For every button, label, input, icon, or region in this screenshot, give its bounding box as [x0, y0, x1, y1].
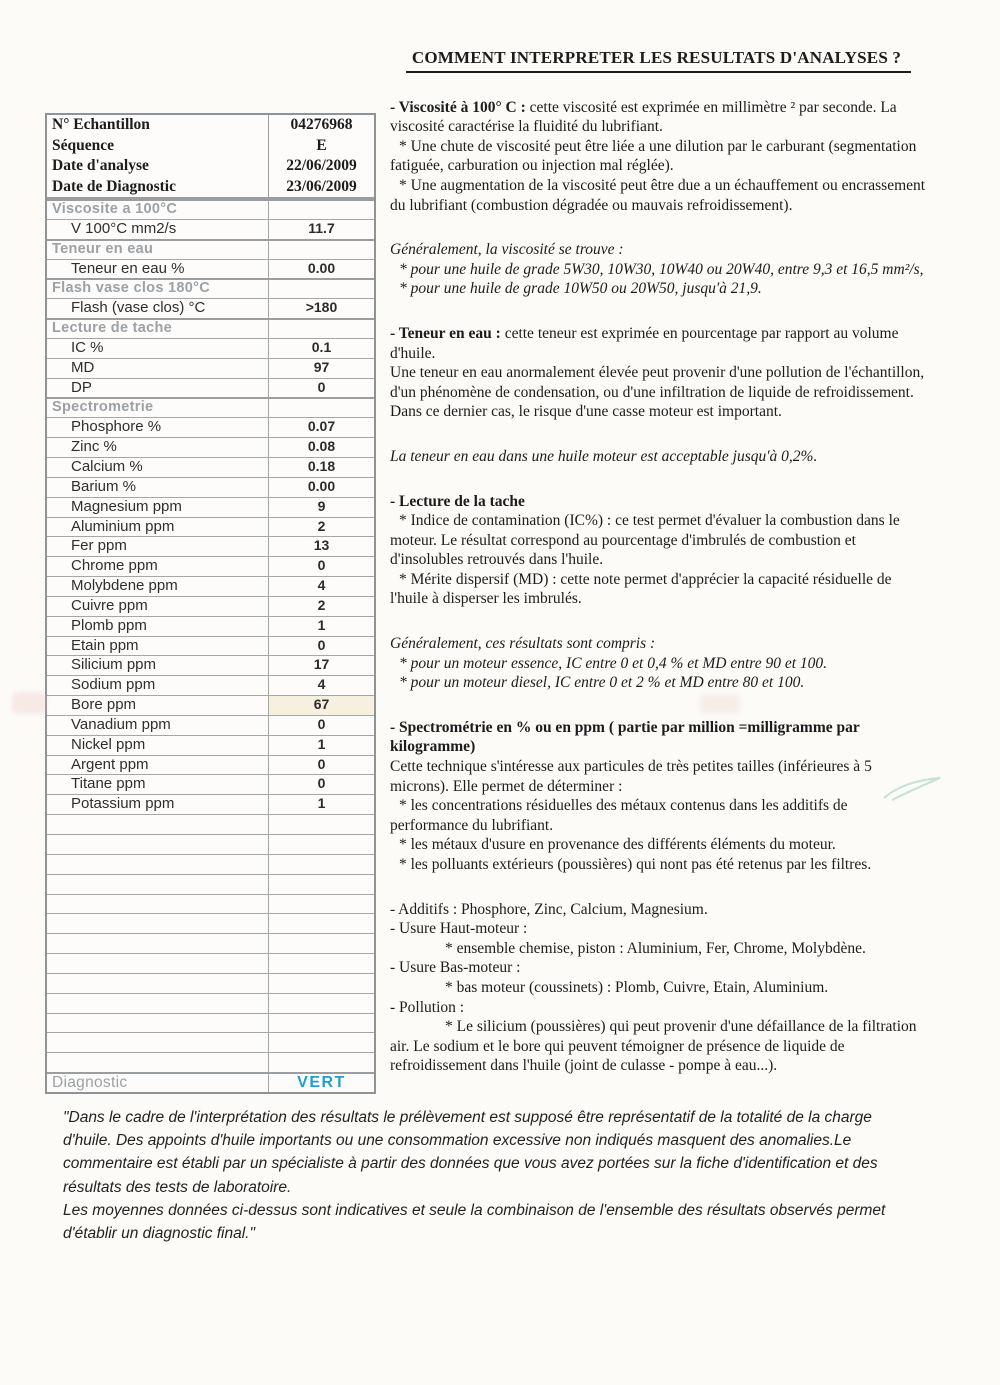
data-value: 0	[317, 715, 326, 732]
empty-label	[47, 994, 269, 1013]
table-row-data	[47, 715, 374, 735]
data-label: Barium %	[47, 478, 269, 497]
table-row-data	[47, 576, 374, 596]
data-value: 4	[317, 577, 326, 594]
data-label: Potassium ppm	[47, 795, 269, 814]
data-label: Magnesium ppm	[47, 498, 269, 517]
body-text: - Usure Bas-moteur :	[390, 959, 521, 977]
body-text: * pour un moteur essence, IC entre 0 et 0,4 % et MD entre 90 et 100.	[399, 654, 828, 672]
info-value: 23/06/2009	[286, 177, 357, 195]
data-value: 4	[317, 676, 326, 693]
table-row-data	[47, 338, 374, 358]
body-text: * les polluants extérieurs (poussières) qui nont pas été retenus par les filtres.	[399, 856, 872, 873]
table-row-empty	[47, 894, 374, 914]
table-row-data	[47, 517, 374, 537]
table-row-data	[47, 755, 374, 775]
body-text: - Additifs : Phosphore, Zinc, Calcium, Magnesium.	[390, 900, 708, 918]
data-value: 0.1	[311, 338, 332, 355]
section-label: Lecture de tache	[47, 320, 269, 338]
table-row-data	[47, 556, 374, 576]
text-line	[390, 673, 927, 693]
data-value: 11.7	[308, 219, 335, 236]
table-row-data	[47, 636, 374, 656]
table-row-empty	[47, 814, 374, 834]
table-row-data	[47, 437, 374, 457]
data-value: 0.00	[307, 259, 336, 276]
table-row-data	[47, 378, 374, 398]
interpretation-block	[390, 324, 927, 422]
data-value: 9	[317, 497, 326, 514]
data-value: 1	[317, 795, 326, 812]
table-row-section	[47, 239, 374, 259]
text-line	[390, 757, 927, 796]
body-text: Généralement, ces résultats sont compris :	[390, 635, 656, 653]
body-text: * ensemble chemise, piston : Aluminium, Fer, Chrome, Molybdène.	[445, 939, 866, 957]
empty-value	[269, 934, 374, 953]
data-label: Sodium ppm	[47, 676, 269, 695]
table-row-data	[47, 655, 374, 675]
table-row-data	[47, 774, 374, 794]
interpretation-block	[390, 900, 927, 1076]
text-line	[390, 978, 927, 998]
data-value: 0.00	[307, 477, 336, 494]
body-text: - Usure Haut-moteur :	[390, 920, 528, 938]
info-value: 04276968	[290, 116, 353, 133]
empty-label	[47, 1033, 269, 1052]
data-value: 0.07	[307, 418, 336, 435]
text-line	[390, 363, 927, 422]
data-label: Teneur en eau %	[47, 260, 269, 279]
footer-paragraph: Les moyennes données ci-dessus sont indicatives et seule la combinaison de l'ensemble des résultats observés permet d'établir un diagnostic final."	[63, 1201, 886, 1243]
text-line	[390, 796, 927, 835]
body-text: * les métaux d'usure en provenance des différents éléments du moteur.	[399, 836, 836, 854]
table-row-data	[47, 219, 374, 239]
interpretation-column	[390, 48, 927, 1076]
info-label: Date de Diagnostic	[52, 177, 176, 195]
analysis-results-table	[45, 113, 376, 1094]
data-label: Etain ppm	[47, 637, 269, 656]
data-label: Vanadium ppm	[47, 716, 269, 735]
text-line	[390, 324, 927, 363]
table-row-empty	[47, 874, 374, 894]
table-row-section	[47, 199, 374, 219]
table-row-data	[47, 616, 374, 636]
data-value: 0	[317, 378, 326, 395]
text-line	[390, 447, 927, 467]
data-value: 0	[317, 636, 326, 653]
data-value: 0	[317, 775, 326, 792]
data-value: >180	[305, 299, 338, 316]
section-value	[269, 201, 374, 219]
data-value: 2	[317, 517, 326, 534]
empty-label	[47, 815, 269, 834]
empty-value	[269, 994, 374, 1013]
bold-text: - Lecture de la tache	[390, 492, 525, 510]
text-line	[390, 137, 927, 176]
interpretation-block	[390, 492, 927, 610]
text-line	[390, 260, 927, 280]
interpretation-block	[390, 240, 927, 299]
table-row-data	[47, 675, 374, 695]
text-line	[390, 492, 927, 512]
table-row-empty	[47, 1032, 374, 1052]
data-label: Phosphore %	[47, 418, 269, 437]
table-row-empty	[47, 834, 374, 854]
data-label: IC %	[47, 339, 269, 358]
table-row-data	[47, 695, 374, 715]
interpretation-blocks	[390, 98, 927, 1076]
data-value: 17	[313, 656, 330, 673]
empty-value	[269, 855, 374, 874]
data-label: Plomb ppm	[47, 617, 269, 636]
table-row-data	[47, 457, 374, 477]
table-row-data	[47, 477, 374, 497]
data-label: DP	[47, 379, 269, 398]
text-line	[390, 98, 927, 137]
data-label: Chrome ppm	[47, 557, 269, 576]
body-text: * les concentrations résiduelles des métaux contenus dans les additifs de performance du lubrifiant.	[390, 797, 848, 834]
table-row-section	[47, 397, 374, 417]
data-value: 97	[313, 358, 330, 375]
body-text: * pour une huile de grade 5W30, 10W30, 10W40 ou 20W40, entre 9,3 et 16,5 mm²/s,	[399, 260, 924, 278]
body-text: Cette technique s'intéresse aux particules de très petites tailles (inférieures à 5 microns). Elle permet de déterminer :	[390, 758, 872, 795]
section-value	[269, 241, 374, 259]
data-label: Aluminium ppm	[47, 518, 269, 537]
empty-value	[269, 895, 374, 914]
section-label: Spectrometrie	[47, 399, 269, 417]
info-value: E	[316, 136, 327, 154]
text-line	[390, 634, 927, 654]
text-line	[390, 919, 927, 939]
info-label: Séquence	[52, 136, 114, 154]
empty-label	[47, 855, 269, 874]
empty-label	[47, 974, 269, 993]
body-text: * pour un moteur diesel, IC entre 0 et 2 % et MD entre 80 et 100.	[399, 674, 805, 692]
interpretation-block	[390, 447, 927, 467]
data-value: 0.18	[307, 457, 336, 474]
pen-squiggle-mark	[878, 768, 950, 812]
margin-smudge	[12, 692, 46, 714]
empty-value	[269, 1014, 374, 1033]
empty-label	[47, 835, 269, 854]
page-title: COMMENT INTERPRETER LES RESULTATS D'ANALYSES ?	[406, 48, 911, 73]
body-text: Une teneur en eau anormalement élevée peut provenir d'une pollution de l'échantillon, d'un phénomène de condensation, ou d'une infiltration de liquide de refroidissement. Dans ce dernier cas, le risque d'une casse moteur est important.	[390, 364, 925, 421]
data-value: 1	[317, 735, 326, 752]
data-label: Cuivre ppm	[47, 597, 269, 616]
body-text: La teneur en eau dans une huile moteur est acceptable jusqu'à 0,2%.	[390, 447, 818, 465]
interpretation-block	[390, 634, 927, 693]
table-row-empty	[47, 953, 374, 973]
text-line	[390, 958, 927, 978]
section-label: Teneur en eau	[47, 241, 269, 259]
data-label: MD	[47, 359, 269, 378]
bold-text: - Teneur en eau :	[390, 324, 505, 342]
empty-label	[47, 954, 269, 973]
data-label: Molybdene ppm	[47, 577, 269, 596]
sample-info-values	[269, 115, 374, 197]
data-label: Titane ppm	[47, 775, 269, 794]
text-line	[390, 654, 927, 674]
sample-info-labels	[47, 115, 269, 197]
text-line	[390, 939, 927, 959]
data-value: 13	[313, 537, 330, 554]
empty-value	[269, 1033, 374, 1052]
text-line	[390, 279, 927, 299]
table-row-data	[47, 794, 374, 814]
info-value: 22/06/2009	[286, 157, 357, 174]
data-label: Bore ppm	[47, 696, 269, 715]
body-text: cette teneur est exprimée en pourcentage par rapport au volume d'huile.	[390, 324, 899, 362]
data-value: 1	[317, 616, 326, 633]
table-row-data	[47, 596, 374, 616]
table-row-data	[47, 735, 374, 755]
empty-label	[47, 1014, 269, 1033]
section-value	[269, 280, 374, 298]
footer-paragraph: "Dans le cadre de l'interprétation des résultats le prélèvement est supposé être représentatif de la totalité de la charge d'huile. Des appoints d'huile importants ou une consommation excessive non indiqués masquent des anomalies.Le commentaire est établi par un spécialiste à partir des données que vous avez portées sur la fiche d'identification et des résultats des tests de laboratoire.	[63, 1109, 878, 1196]
text-line	[390, 998, 927, 1018]
section-label: Flash vase clos 180°C	[47, 280, 269, 298]
sample-info-block	[47, 115, 374, 199]
diagnostic-label: Diagnostic	[47, 1074, 269, 1092]
empty-label	[47, 875, 269, 894]
data-value: 2	[317, 596, 326, 613]
empty-label	[47, 914, 269, 933]
data-label: Nickel ppm	[47, 736, 269, 755]
data-label: Fer ppm	[47, 537, 269, 556]
data-value: 0	[317, 557, 326, 574]
table-row-data	[47, 417, 374, 437]
body-text: * Une augmentation de la viscosité peut être due a un échauffement ou encrassement du lubrifiant (combustion dégradée ou mauvais refroidissement).	[390, 176, 926, 214]
empty-label	[47, 1053, 269, 1072]
table-row-empty	[47, 933, 374, 953]
data-label: Argent ppm	[47, 756, 269, 775]
info-label: Date d'analyse	[52, 157, 149, 174]
table-row-section	[47, 318, 374, 338]
empty-value	[269, 835, 374, 854]
info-label: N° Echantillon	[52, 116, 150, 133]
section-label: Viscosite a 100°C	[47, 201, 269, 219]
table-row-empty	[47, 854, 374, 874]
body-text: cette viscosité est exprimée en millimètre ² par seconde. La viscosité caractérise la fluidité du lubrifiant.	[390, 98, 897, 136]
table-row-data	[47, 536, 374, 556]
bold-text: - Viscosité à 100° C :	[390, 98, 530, 116]
body-text: * bas moteur (coussinets) : Plomb, Cuivre, Etain, Aluminium.	[445, 978, 829, 996]
data-value: 0	[317, 755, 326, 772]
section-value	[269, 399, 374, 417]
table-row-empty	[47, 973, 374, 993]
empty-value	[269, 875, 374, 894]
body-text: * Mérite dispersif (MD) : cette note permet d'apprécier la capacité résiduelle de l'huile à disperser les imbrulés.	[390, 570, 892, 608]
footer-disclaimer	[63, 1106, 913, 1245]
empty-value	[269, 954, 374, 973]
text-line	[390, 176, 927, 215]
text-line	[390, 1017, 927, 1076]
interpretation-block	[390, 98, 927, 216]
text-line	[390, 240, 927, 260]
body-text: * Le silicium (poussières) qui peut provenir d'une défaillance de la filtration air. Le sodium et le bore qui peuvent témoigner de présence de liquide de refroidissement dans l'huile (joint de culasse - pompe à eau...).	[390, 1018, 917, 1075]
table-row-empty	[47, 993, 374, 1013]
text-line	[390, 570, 927, 609]
empty-value	[269, 974, 374, 993]
body-text: Généralement, la viscosité se trouve :	[390, 241, 624, 259]
table-row-data	[47, 298, 374, 318]
data-label: Flash (vase clos) °C	[47, 299, 269, 318]
data-label: Zinc %	[47, 438, 269, 457]
text-line	[390, 718, 927, 757]
diagnostic-value: VERT	[297, 1074, 346, 1092]
table-row-data	[47, 358, 374, 378]
table-row-diagnostic	[47, 1072, 374, 1092]
empty-value	[269, 1053, 374, 1072]
table-row-empty	[47, 1013, 374, 1033]
empty-label	[47, 934, 269, 953]
text-line	[390, 900, 927, 920]
text-line	[390, 855, 927, 875]
section-value	[269, 320, 374, 338]
empty-value	[269, 914, 374, 933]
text-line	[390, 835, 927, 855]
body-text: * Une chute de viscosité peut être liée a une dilution par le carburant (segmentation fatiguée, carburation ou injection mal réglée).	[390, 137, 917, 175]
body-text: - Pollution :	[390, 998, 465, 1016]
interpretation-block	[390, 718, 927, 875]
table-row-section	[47, 278, 374, 298]
table-row-data	[47, 497, 374, 517]
text-line	[390, 511, 927, 570]
data-value: 0.08	[307, 438, 336, 455]
data-label: Calcium %	[47, 458, 269, 477]
bold-text: - Spectrométrie en % ou en ppm ( partie par million =milligramme par kilogramme)	[390, 718, 860, 756]
data-label: V 100°C mm2/s	[47, 220, 269, 239]
paper-smudge	[700, 694, 740, 714]
page-title-wrap	[390, 48, 927, 73]
body-text: * pour une huile de grade 10W50 ou 20W50, jusqu'à 21,9.	[399, 280, 762, 298]
table-row-empty	[47, 1052, 374, 1072]
body-text: * Indice de contamination (IC%) : ce test permet d'évaluer la combustion dans le moteur. Le résultat correspond au pourcentage d'imbrulés de combustion et d'insolubles retrouvés dans l'huile.	[390, 512, 900, 569]
table-row-data	[47, 259, 374, 279]
data-label: Silicium ppm	[47, 656, 269, 675]
data-value: 67	[269, 696, 374, 715]
measurement-rows	[47, 199, 374, 1092]
empty-value	[269, 815, 374, 834]
empty-label	[47, 895, 269, 914]
table-row-empty	[47, 913, 374, 933]
